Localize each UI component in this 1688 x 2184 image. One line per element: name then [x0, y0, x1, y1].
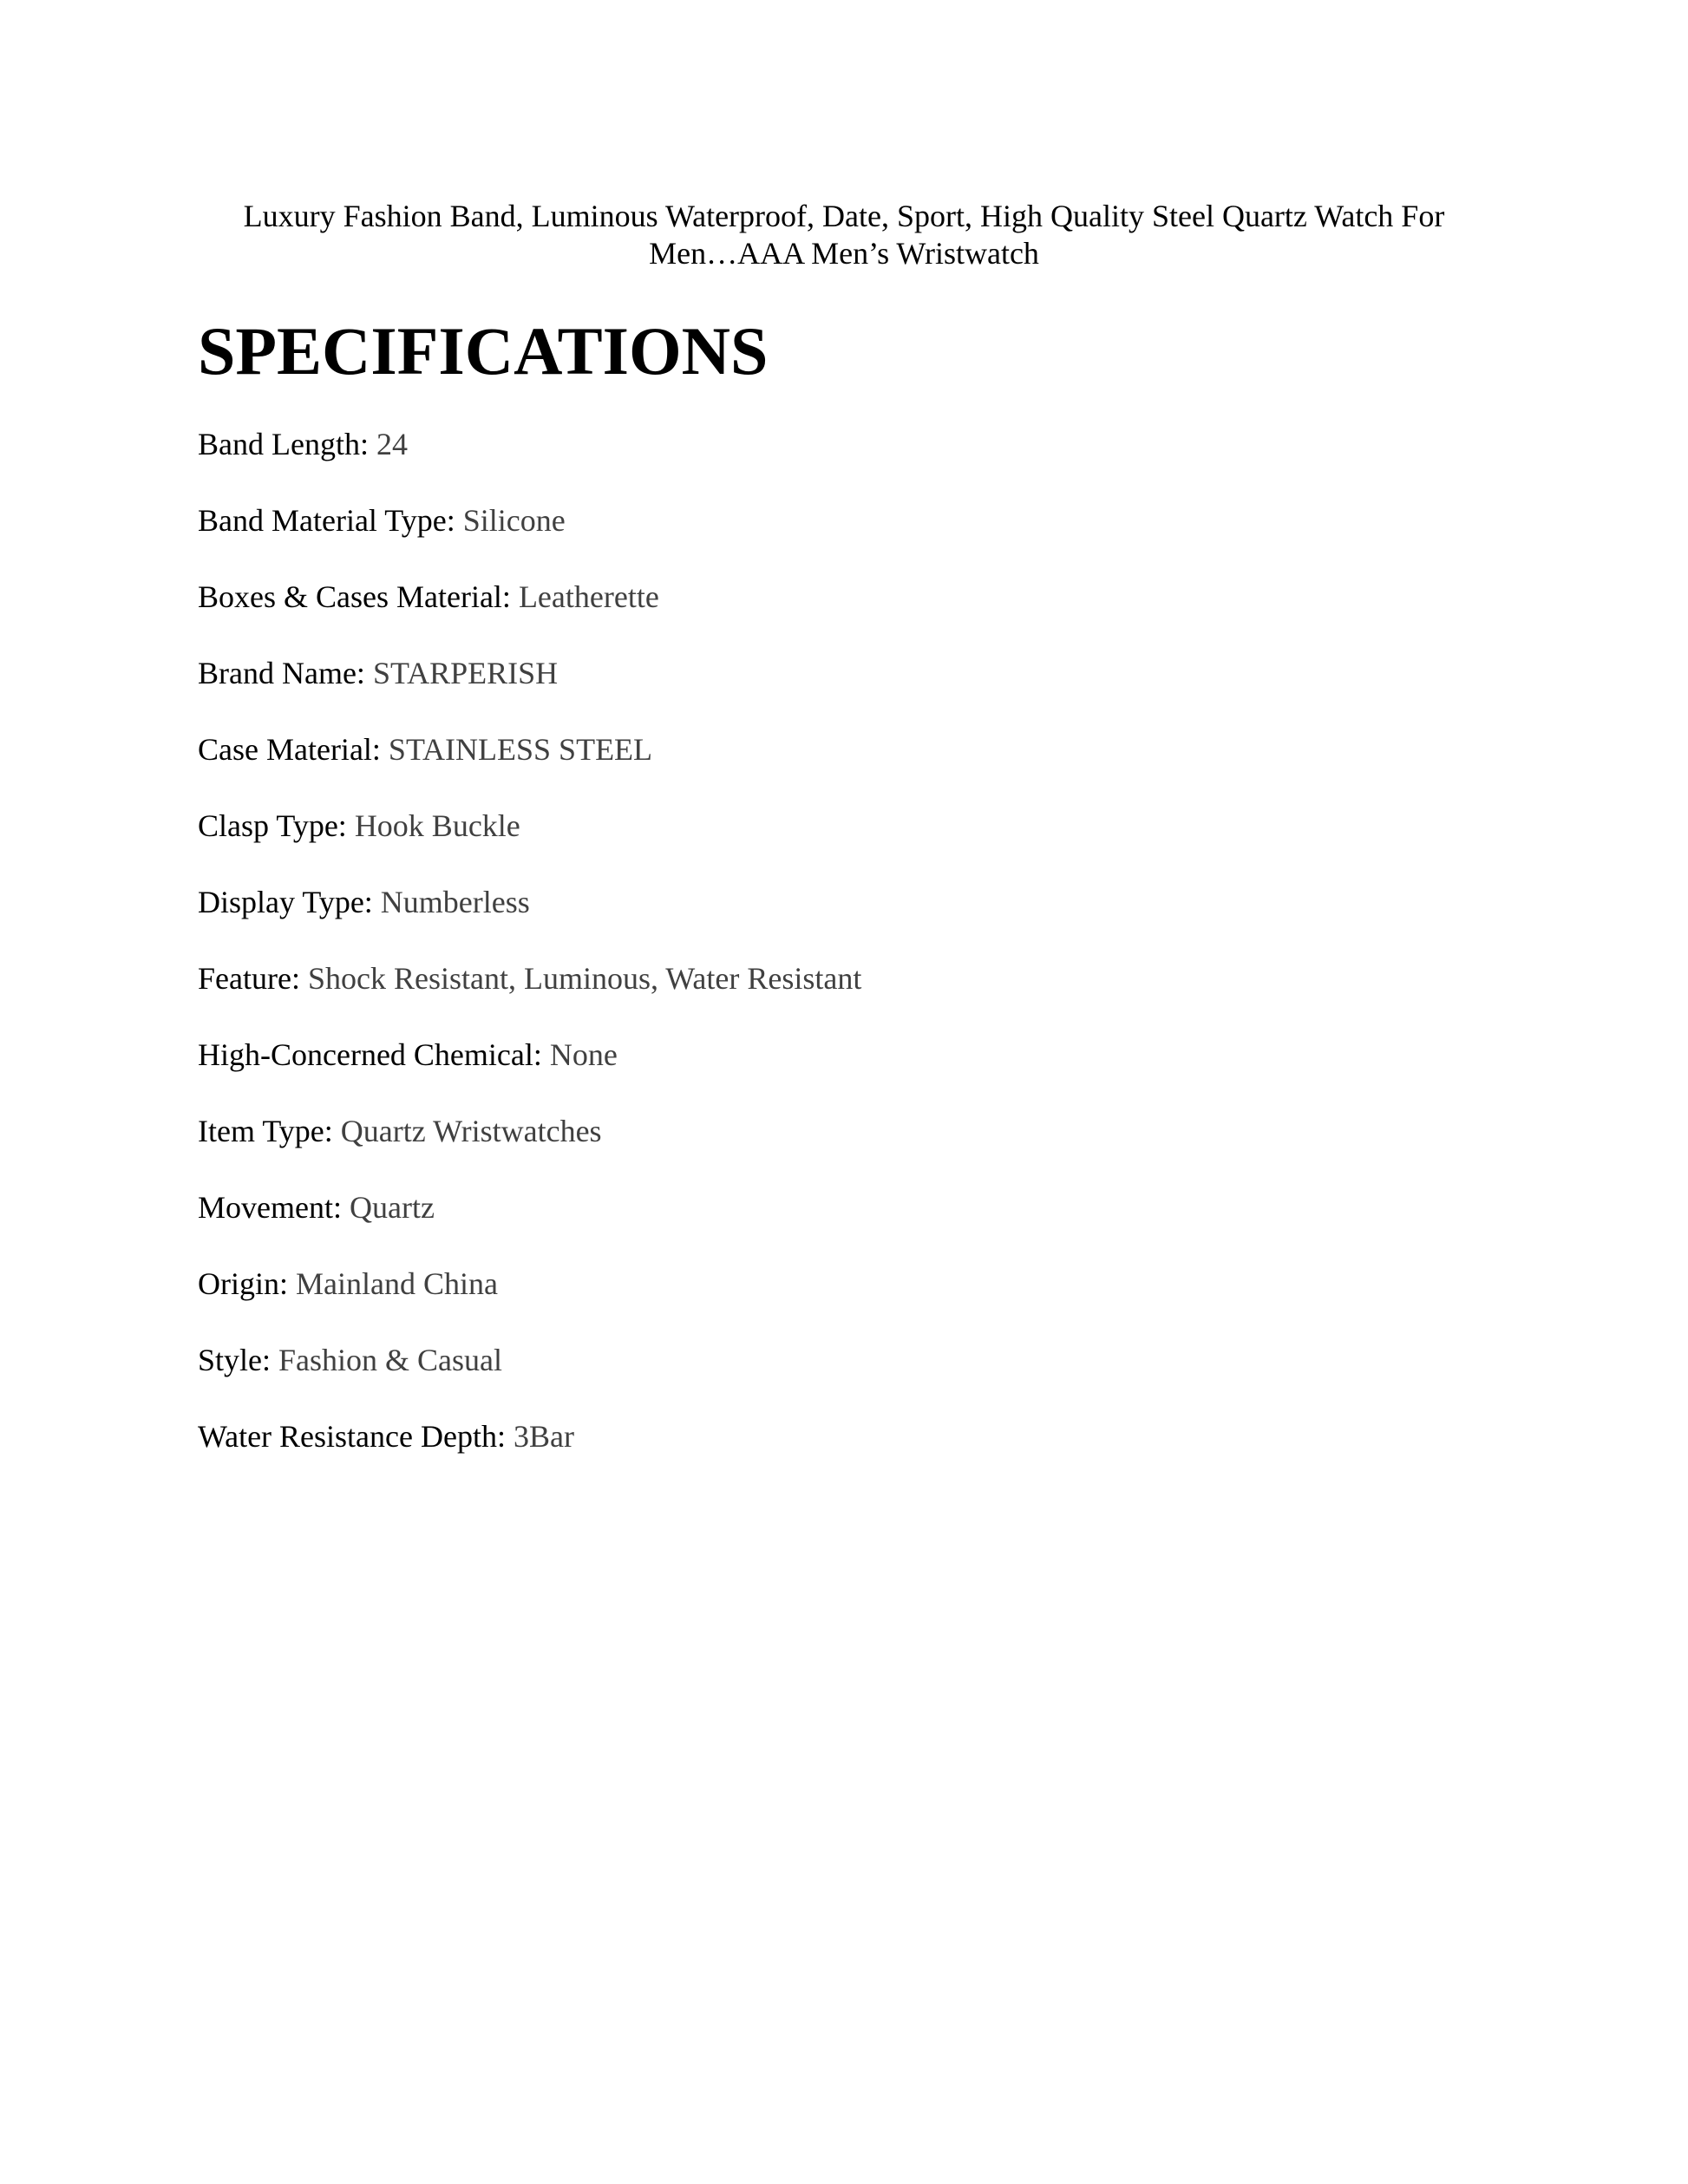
- spec-label: Display Type:: [198, 885, 373, 919]
- spec-row-feature: [198, 956, 1499, 1032]
- spec-label: Item Type:: [198, 1114, 333, 1148]
- spec-row-band-length: [198, 422, 1499, 498]
- spec-row-case-material: [198, 727, 1499, 803]
- spec-row-style: [198, 1337, 1499, 1414]
- spec-label: Origin:: [198, 1266, 288, 1301]
- spec-label: Water Resistance Depth:: [198, 1419, 506, 1454]
- spec-label: Style:: [198, 1343, 272, 1377]
- spec-label: Brand Name:: [198, 656, 365, 690]
- spec-value: 3Bar: [513, 1419, 574, 1454]
- spec-label: Movement:: [198, 1190, 342, 1225]
- product-title-line-1: Luxury Fashion Band, Luminous Waterproof, Date, Sport, High Quality Steel Quartz Watch For: [243, 199, 1445, 233]
- spec-row-clasp-type: [198, 803, 1499, 879]
- spec-row-brand-name: [198, 651, 1499, 727]
- spec-value: Silicone: [462, 503, 566, 538]
- spec-label: Boxes & Cases Material:: [198, 579, 511, 614]
- spec-label: Band Material Type:: [198, 503, 455, 538]
- spec-label: Clasp Type:: [198, 808, 347, 843]
- spec-row-movement: [198, 1185, 1499, 1261]
- spec-value: Hook Buckle: [354, 808, 520, 843]
- spec-label: Feature:: [198, 961, 300, 996]
- spec-value: Mainland China: [296, 1266, 498, 1301]
- specifications-heading: SPECIFICATIONS: [198, 313, 769, 389]
- product-title-line-2: Men…AAA Men’s Wristwatch: [649, 236, 1039, 271]
- spec-row-high-concerned-chemical: [198, 1032, 1499, 1108]
- spec-row-water-resistance-depth: [198, 1414, 1499, 1490]
- product-title: [198, 198, 1490, 272]
- spec-value: Numberless: [380, 885, 530, 919]
- spec-value: None: [549, 1037, 618, 1072]
- spec-value: STARPERISH: [372, 656, 559, 690]
- spec-row-display-type: [198, 879, 1499, 956]
- spec-value: 24: [376, 427, 408, 461]
- spec-value: Leatherette: [518, 579, 659, 614]
- spec-row-item-type: [198, 1108, 1499, 1185]
- spec-row-origin: [198, 1261, 1499, 1337]
- spec-row-boxes-cases-material: [198, 574, 1499, 651]
- spec-value: Quartz: [349, 1190, 435, 1225]
- spec-value: STAINLESS STEEL: [388, 732, 653, 767]
- spec-value: Fashion & Casual: [278, 1343, 503, 1377]
- spec-label: Band Length:: [198, 427, 369, 461]
- spec-row-band-material-type: [198, 498, 1499, 574]
- spec-value: Quartz Wristwatches: [340, 1114, 602, 1148]
- spec-label: Case Material:: [198, 732, 381, 767]
- specifications-list: [198, 422, 1499, 1490]
- spec-label: High-Concerned Chemical:: [198, 1037, 542, 1072]
- spec-value: Shock Resistant, Luminous, Water Resistant: [307, 961, 862, 996]
